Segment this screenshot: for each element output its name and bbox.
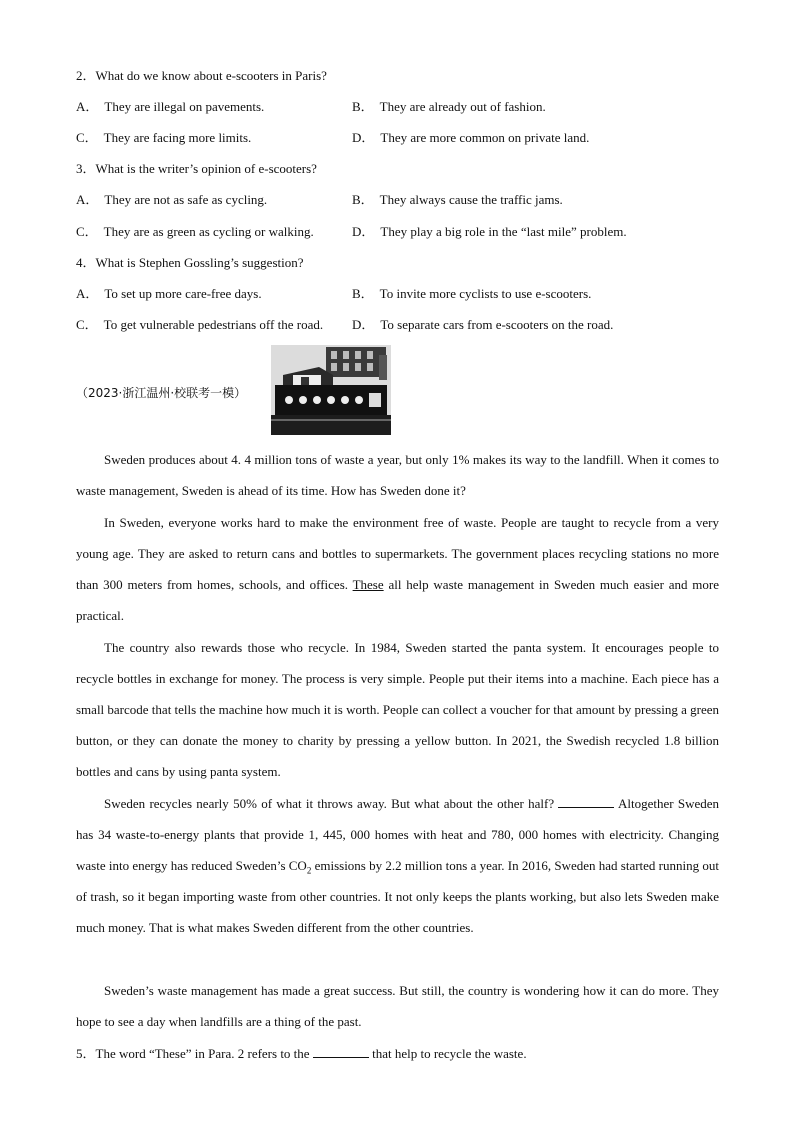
option-text: They are not as safe as cycling. xyxy=(104,192,268,207)
question-text: What do we know about e-scooters in Paris? xyxy=(95,68,327,83)
question-4-option-a xyxy=(76,286,262,302)
question-2-option-d xyxy=(352,130,589,146)
option-text: To invite more cyclists to use e-scooters. xyxy=(379,286,592,301)
option-label: D． xyxy=(352,130,375,145)
passage-paragraph-1: Sweden produces about 4. 4 million tons of waste a year, but only 1% makes its way to the landfill. When it comes to waste management, Sweden is ahead of its time. How has Sweden done it? xyxy=(76,452,719,498)
question-2-stem xyxy=(76,68,327,84)
underlined-word: These xyxy=(352,577,384,592)
paragraph-text: Sweden recycles nearly 50% of what it throws away. But what about the other half? xyxy=(104,796,559,811)
option-label: A． xyxy=(76,192,99,207)
option-text: They are as green as cycling or walking. xyxy=(103,224,314,239)
option-text: They always cause the traffic jams. xyxy=(379,192,563,207)
option-label: B． xyxy=(352,286,374,301)
building-photo-icon xyxy=(271,345,391,435)
question-5-stem xyxy=(76,1045,527,1062)
paragraph-text: In Sweden, everyone works hard to make the environment free of waste. People are taught to recycle from a very young age. They are asked to return cans and bottles to supermarkets. The government places recycling stations no more than 300 meters from homes, schools, and offices. xyxy=(76,515,719,592)
option-label: C． xyxy=(76,224,98,239)
option-text: They are already out of fashion. xyxy=(379,99,546,114)
paragraph-text: Altogether Sweden has 34 waste-to-energy plants that provide 1, 445, 000 homes with heat and 780, 000 homes with electricity. Changing waste into energy has reduced Sweden’s CO xyxy=(76,796,719,873)
option-label: A． xyxy=(76,99,99,114)
question-number: 3． xyxy=(76,161,96,176)
option-text: To separate cars from e-scooters on the road. xyxy=(380,317,614,332)
option-label: A． xyxy=(76,286,99,301)
option-label: C． xyxy=(76,130,98,145)
question-4-option-d xyxy=(352,317,613,333)
paragraph-text: all help waste management in Sweden much easier and more practical. xyxy=(76,577,719,623)
option-text: They are illegal on pavements. xyxy=(104,99,265,114)
question-2-option-a xyxy=(76,99,264,115)
question-4-stem xyxy=(76,255,304,271)
question-3-stem xyxy=(76,161,317,177)
question-3-option-c xyxy=(76,224,314,240)
option-label: D． xyxy=(352,224,375,239)
option-text: To get vulnerable pedestrians off the road. xyxy=(103,317,324,332)
question-text: The word “These” in Para. 2 refers to the xyxy=(95,1046,313,1061)
question-2-option-b xyxy=(352,99,546,115)
question-2-option-c xyxy=(76,130,251,146)
question-text: What is the writer’s opinion of e-scooters? xyxy=(95,161,317,176)
question-4-option-c xyxy=(76,317,323,333)
answer-blank[interactable] xyxy=(558,795,614,808)
passage-paragraph-3: The country also rewards those who recycle. In 1984, Sweden started the panta system. It encourages people to recycle bottles in exchange for money. The process is very simple. People put their items into a machine. Each piece has a small barcode that tells the machine how much it is worth. People can collect a voucher for that amount by pressing a green button, or they can donate the money to charity by pressing a yellow button. In 2021, the Swedish recycled 1.8 billion bottles and cans by using panta system. xyxy=(76,640,719,779)
question-3-option-d xyxy=(352,224,627,240)
question-number: 5． xyxy=(76,1046,96,1061)
passage-paragraph-5: Sweden’s waste management has made a great success. But still, the country is wondering how it can do more. They hope to see a day when landfills are a thing of the past. xyxy=(76,983,719,1029)
passage-paragraph-2 xyxy=(76,507,719,631)
passage-paragraph-4 xyxy=(76,788,719,943)
source-label: （2023·浙江温州·校联考一模） xyxy=(76,386,247,400)
option-text: They are facing more limits. xyxy=(103,130,252,145)
question-number: 4． xyxy=(76,255,96,270)
option-text: They play a big role in the “last mile” problem. xyxy=(380,224,627,239)
option-text: To set up more care-free days. xyxy=(104,286,262,301)
question-4-option-b xyxy=(352,286,591,302)
question-3-option-a xyxy=(76,192,267,208)
subscript-text: 2 xyxy=(306,865,312,876)
answer-blank[interactable] xyxy=(313,1045,369,1058)
question-text: that help to recycle the waste. xyxy=(368,1046,527,1061)
option-text: They are more common on private land. xyxy=(380,130,590,145)
option-label: B． xyxy=(352,99,374,114)
question-number: 2． xyxy=(76,68,96,83)
option-label: B． xyxy=(352,192,374,207)
question-text: What is Stephen Gossling’s suggestion? xyxy=(95,255,304,270)
paragraph-text: emissions by 2.2 million tons a year. In 2016, Sweden had started running out of trash, so it began importing waste from other countries. It not only keeps the plants working, but also lets Sweden make much money. That is what makes Sweden different from the other countries. xyxy=(76,858,719,935)
option-label: C． xyxy=(76,317,98,332)
option-label: D． xyxy=(352,317,375,332)
question-3-option-b xyxy=(352,192,563,208)
